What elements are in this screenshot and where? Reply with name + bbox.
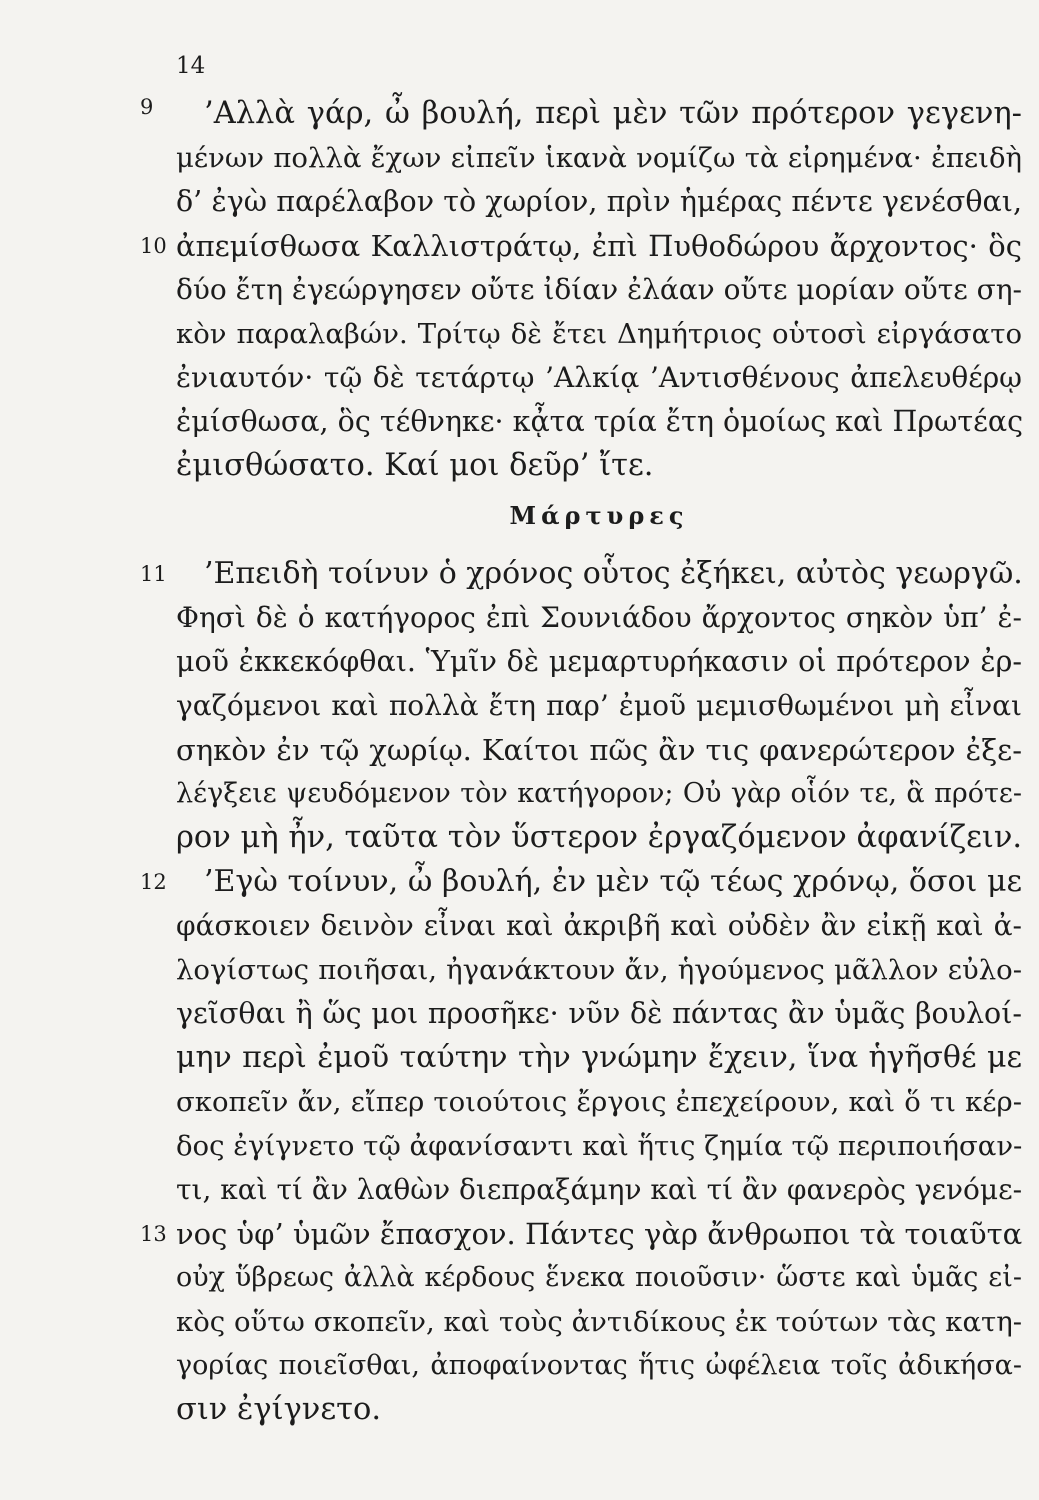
text-line	[176, 312, 1022, 356]
line-text: ’Αλλὰ γάρ, ὦ βουλή, περὶ μὲν τῶν πρότερον γεγενη-	[204, 96, 1022, 131]
text-line	[176, 904, 1022, 948]
text-line	[176, 268, 1022, 312]
line-text: ἐνιαυτόν· τῷ δὲ τετάρτῳ ’Αλκίᾳ ’Αντισθένους ἀπελευθέρῳ	[176, 361, 1022, 394]
heading-text: Μάρτυρες	[509, 501, 689, 530]
text-line	[176, 400, 1022, 444]
line-text: ’Εγὼ τοίνυν, ὦ βουλή, ἐν μὲν τῷ τέως χρόνῳ, ὅσοι με	[204, 864, 1022, 899]
section-number: 13	[140, 1222, 167, 1246]
line-text: μην περὶ ἐμοῦ ταύτην τὴν γνώμην ἔχειν, ἵνα ἡγῆσθέ με	[176, 1040, 1022, 1075]
text-line	[176, 1256, 1022, 1300]
text-body	[140, 92, 1024, 1432]
text-line	[140, 1212, 1023, 1256]
text-line	[176, 1388, 1022, 1432]
text-line	[176, 772, 1022, 816]
line-text: λέγξειε ψευδόμενον τὸν κατήγορον; Οὐ γὰρ οἷόν τε, ἃ πρότε-	[176, 778, 1022, 809]
text-line	[176, 640, 1022, 684]
line-text: Φησὶ δὲ ὁ κατήγορος ἐπὶ Σουνιάδου ἄρχοντος σηκὸν ὑπ’ ἐ-	[176, 601, 1022, 634]
line-text: γαζόμενοι καὶ πολλὰ ἔτη παρ’ ἐμοῦ μεμισθωμένοι μὴ εἶναι	[176, 689, 1022, 722]
line-text: γεῖσθαι ἢ ὥς μοι προσῆκε· νῦν δὲ πάντας ἂν ὑμᾶς βουλοί-	[176, 997, 1022, 1030]
text-line	[176, 1080, 1022, 1124]
line-text: σιν ἐγίγνετο.	[176, 1392, 382, 1427]
text-line	[176, 356, 1022, 400]
line-text: σκοπεῖν ἄν, εἴπερ τοιούτοις ἔργοις ἐπεχείρουν, καὶ ὅ τι κέρ-	[176, 1086, 1022, 1118]
line-text: σηκὸν ἐν τῷ χωρίῳ. Καίτοι πῶς ἂν τις φανερώτερον ἐξε-	[176, 733, 1022, 767]
text-line	[176, 596, 1022, 640]
text-line	[176, 444, 1022, 488]
text-line	[176, 992, 1022, 1036]
line-text: κὸν παραλαβών. Τρίτῳ δὲ ἔτει Δημήτριος οὑτοσὶ εἰργάσατο	[176, 318, 1022, 350]
line-text: κὸς οὕτω σκοπεῖν, καὶ τοὺς ἀντιδίκους ἐκ τούτων τὰς κατη-	[176, 1306, 1022, 1338]
section-number: 12	[140, 870, 167, 894]
text-line	[176, 1036, 1022, 1080]
line-text: γορίας ποιεῖσθαι, ἀποφαίνοντας ἥτις ὠφέλεια τοῖς ἀδικήσα-	[176, 1350, 1022, 1381]
text-line	[176, 180, 1022, 224]
section-heading	[176, 488, 1022, 552]
line-text: ἐμισθώσατο. Καί μοι δεῦρ’ ἴτε.	[176, 448, 654, 483]
text-line	[176, 1344, 1022, 1388]
line-text: οὐχ ὕβρεως ἀλλὰ κέρδους ἕνεκα ποιοῦσιν· ὥστε καὶ ὑμᾶς εἰ-	[176, 1262, 1022, 1293]
line-text: δος ἐγίγνετο τῷ ἀφανίσαντι καὶ ἥτις ζημία τῷ περιποιήσαν-	[176, 1130, 1023, 1162]
text-line	[176, 136, 1022, 180]
text-line	[176, 1168, 1022, 1212]
line-text: δύο ἔτη ἐγεώργησεν οὔτε ἰδίαν ἐλάαν οὔτε μορίαν οὔτε ση-	[176, 273, 1022, 306]
text-line	[140, 92, 1022, 136]
line-text: μοῦ ἐκκεκόφθαι. Ὑμῖν δὲ μεμαρτυρήκασιν οἱ πρότερον ἐρ-	[176, 645, 1022, 678]
text-line	[176, 1124, 1022, 1168]
line-text: ’Επειδὴ τοίνυν ὁ χρόνος οὗτος ἐξήκει, αὐτὸς γεωργῶ.	[204, 556, 1023, 591]
line-text: ἐμίσθωσα, ὃς τέθνηκε· κᾆτα τρία ἔτη ὁμοίως καὶ Πρωτέας	[176, 405, 1024, 438]
text-line	[176, 728, 1022, 772]
line-text: ἀπεμίσθωσα Καλλιστράτῳ, ἐπὶ Πυθοδώρου ἄρχοντος· ὃς	[176, 229, 1022, 263]
text-line	[140, 552, 1023, 596]
page-number: 14	[176, 53, 206, 79]
section-number: 9	[140, 95, 154, 119]
line-text: ρον μὴ ἦν, ταῦτα τὸν ὕστερον ἐργαζόμενον ἀφανίζειν.	[176, 820, 1023, 855]
section-number: 10	[140, 234, 167, 258]
line-text: δ’ ἐγὼ παρέλαβον τὸ χωρίον, πρὶν ἡμέρας πέντε γενέσθαι,	[176, 185, 1022, 218]
line-text: μένων πολλὰ ἔχων εἰπεῖν ἱκανὰ νομίζω τὰ εἰρημένα· ἐπειδὴ	[176, 142, 1022, 174]
line-text: νος ὑφ’ ὑμῶν ἔπασχον. Πάντες γὰρ ἄνθρωποι τὰ τοιαῦτα	[176, 1217, 1023, 1251]
section-number: 11	[140, 562, 167, 586]
line-text: φάσκοιεν δεινὸν εἶναι καὶ ἀκριβῆ καὶ οὐδὲν ἂν εἰκῇ καὶ ἀ-	[176, 909, 1022, 942]
line-text: τι, καὶ τί ἂν λαθὼν διεπραξάμην καὶ τί ἂν φανερὸς γενόμε-	[176, 1173, 1023, 1206]
text-line	[176, 1300, 1022, 1344]
text-line	[176, 948, 1022, 992]
text-line	[176, 816, 1022, 860]
text-line	[176, 684, 1022, 728]
line-text: λογίστως ποιῆσαι, ἠγανάκτουν ἄν, ἡγούμενος μᾶλλον εὐλο-	[176, 954, 1022, 986]
text-line	[140, 224, 1022, 268]
text-line	[140, 860, 1022, 904]
